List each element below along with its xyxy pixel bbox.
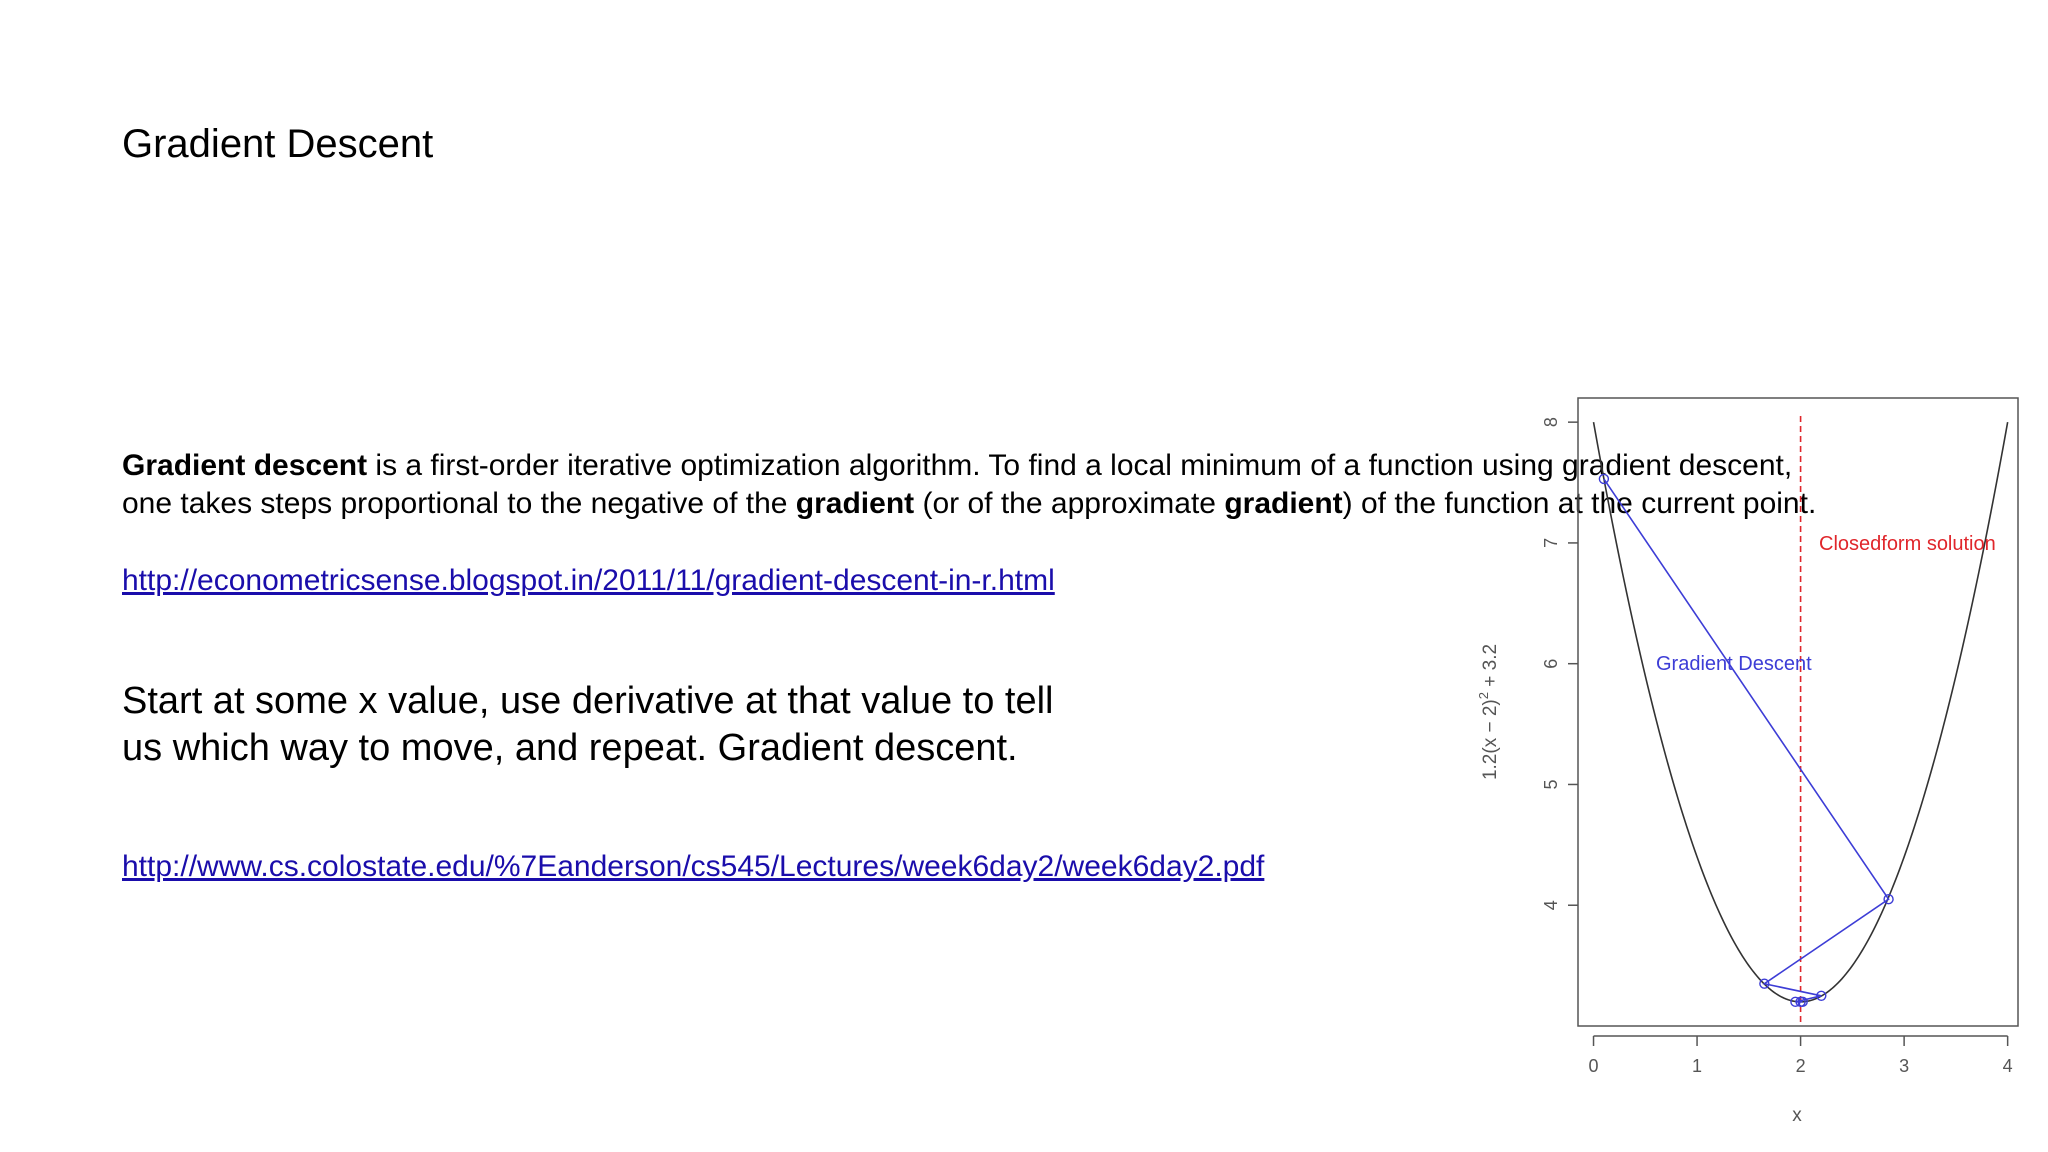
- definition-text-4: ) of the function at the current point.: [1342, 487, 1817, 520]
- colostate-lecture-link[interactable]: http://www.cs.colostate.edu/%7Eanderson/cs545/Lectures/week6day2/week6day2.pdf: [122, 850, 1265, 883]
- definition-bold-gradient-1: gradient: [795, 487, 915, 520]
- x-tick-label: 3: [1899, 1056, 1910, 1076]
- x-axis-label: x: [1792, 1105, 1802, 1126]
- y-axis-label: $1.2(x - 2)^2 + 3.2$: [1476, 643, 1501, 781]
- gradient-descent-path: [1604, 479, 1889, 1002]
- body-line-2: us which way to move, and repeat. Gradient descent.: [122, 727, 1018, 769]
- y-tick-label: 4: [1540, 900, 1561, 911]
- definition-bold-gradient-2: gradient: [1224, 487, 1343, 520]
- definition-line-2: [122, 485, 1817, 523]
- body-line-1: Start at some x value, use derivative at that value to tell: [122, 680, 1054, 722]
- y-tick-label: 7: [1540, 537, 1561, 548]
- definition-text-3: (or of the approximate: [914, 487, 1225, 520]
- x-tick-label: 1: [1692, 1056, 1703, 1076]
- x-tick-label: 0: [1588, 1056, 1599, 1076]
- body-text: [122, 678, 1122, 772]
- closed-form-label: Closedform solution: [1819, 533, 1996, 555]
- x-axis: [1589, 1036, 2013, 1076]
- gradient-descent-label: Gradient Descent: [1656, 653, 1812, 675]
- y-tick-label: 8: [1540, 417, 1561, 428]
- definition-paragraph: [122, 447, 1817, 527]
- slide-title: Gradient Descent: [122, 122, 434, 166]
- definition-line-1: [122, 447, 1793, 485]
- definition-term: Gradient descent: [122, 449, 368, 482]
- y-tick-label: 5: [1540, 779, 1561, 790]
- econometricsense-link[interactable]: http://econometricsense.blogspot.in/2011/11/gradient-descent-in-r.html: [122, 564, 1055, 597]
- definition-text-2: one takes steps proportional to the negative of the: [122, 487, 796, 520]
- plot-frame: [1578, 398, 2018, 1026]
- definition-text-1: is a first-order iterative optimization algorithm. To find a local minimum of a function using gradient descent,: [367, 449, 1793, 482]
- gradient-descent-plot: [1478, 392, 2048, 1137]
- y-tick-label: 6: [1540, 658, 1561, 669]
- x-tick-label: 4: [2002, 1056, 2013, 1076]
- y-axis: [1541, 417, 1578, 910]
- x-tick-label: 2: [1795, 1056, 1806, 1076]
